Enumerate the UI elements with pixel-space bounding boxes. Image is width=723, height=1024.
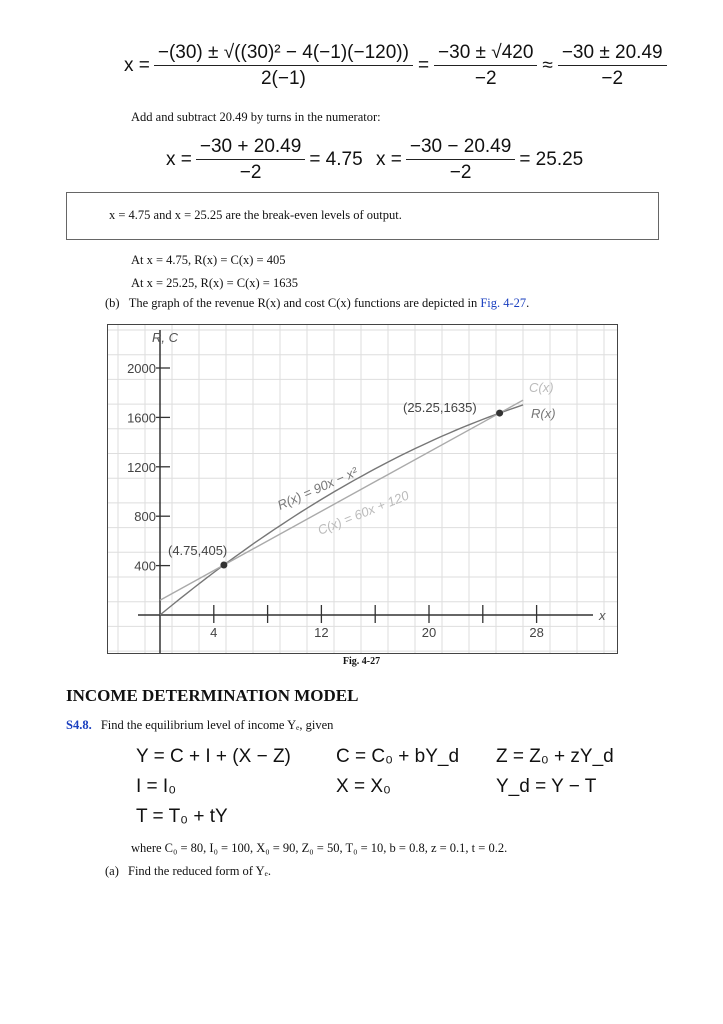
- y-tick-label: 400: [134, 558, 156, 574]
- break-even-point: [496, 410, 503, 417]
- section-heading: INCOME DETERMINATION MODEL: [66, 686, 359, 705]
- quadratic-fraction-3: [558, 42, 667, 90]
- part-b-label: (b): [105, 296, 120, 310]
- part-b-text: The graph of the revenue R(x) and cost C(x) functions are depicted in: [128, 296, 481, 310]
- part-b-end: .: [526, 296, 530, 310]
- solution-2-result: = 25.25: [519, 148, 584, 170]
- figure-caption: Fig. 4-27: [342, 656, 381, 667]
- y-axis-label: R, C: [152, 330, 178, 345]
- break-even-point-label: (25.25,1635): [403, 400, 477, 415]
- solution-2-lhs: x =: [376, 148, 402, 170]
- quadratic-numerator-1: −(30) ± √((30)² − 4(−1)(−120)): [154, 42, 413, 66]
- quadratic-numerator-3: −30 ± 20.49: [558, 42, 667, 66]
- x-tick-label: 28: [529, 625, 544, 640]
- y-tick-label: 1600: [127, 410, 156, 426]
- quadratic-lhs: x =: [124, 54, 150, 76]
- solution-1-denominator: −2: [239, 161, 262, 183]
- revenue-legend-label: R(x): [531, 406, 556, 421]
- part-a-text: Find the reduced form of Yₑ.: [128, 864, 271, 878]
- part-b: [105, 296, 529, 311]
- quadratic-denominator-2: −2: [474, 67, 497, 89]
- equation-c: C = C₀ + bY_d: [336, 746, 460, 767]
- revenue-curve-label: R(x) = 90x − x²: [275, 464, 360, 513]
- quadratic-fraction-2: [434, 42, 537, 90]
- figure-frame: [107, 324, 618, 654]
- part-a: [105, 864, 271, 879]
- quadratic-equation: [124, 42, 667, 90]
- equals-sign: =: [417, 54, 430, 76]
- break-even-point: [220, 561, 227, 568]
- break-even-box: [66, 192, 659, 240]
- solution-1-fraction: [196, 136, 305, 184]
- cost-line-label: C(x) = 60x + 120: [315, 487, 411, 538]
- equation-t: T = T₀ + tY: [136, 806, 228, 827]
- problem-statement: [66, 718, 333, 733]
- equation-z: Z = Z₀ + zY_d: [496, 746, 614, 767]
- figure-link[interactable]: Fig. 4-27: [480, 296, 527, 310]
- parameter-values: where C₀ = 80, I₀ = 100, X₀ = 90, Z₀ = 50, T₀ = 10, b = 0.8, z = 0.1, t = 0.2.: [131, 841, 508, 855]
- x-tick-label: 20: [421, 625, 437, 640]
- solution-2-denominator: −2: [449, 161, 472, 183]
- y-tick-label: 800: [134, 509, 156, 525]
- part-a-label: (a): [105, 864, 119, 878]
- equation-y: Y = C + I + (X − Z): [136, 746, 291, 767]
- quadratic-fraction-1: [154, 42, 413, 90]
- quadratic-denominator-1: 2(−1): [260, 67, 306, 89]
- break-even-chart: [108, 325, 617, 653]
- solution-2: [376, 136, 583, 184]
- break-even-text: x = 4.75 and x = 25.25 are the break-even levels of output.: [109, 208, 402, 222]
- quadratic-numerator-2: −30 ± √420: [434, 42, 537, 66]
- cost-legend-label: C(x): [529, 380, 554, 395]
- approx-sign: ≈: [542, 54, 553, 76]
- x-axis-label: x: [599, 608, 606, 623]
- equation-yd: Y_d = Y − T: [496, 776, 597, 797]
- instruction-text: Add and subtract 20.49 by turns in the numerator:: [131, 110, 381, 124]
- solution-1: [166, 136, 363, 184]
- problem-text: Find the equilibrium level of income Yₑ, given: [100, 718, 334, 732]
- x-tick-label: 12: [314, 625, 329, 640]
- solution-2-numerator: −30 − 20.49: [406, 136, 515, 160]
- solution-2-fraction: [406, 136, 515, 184]
- at-line-2: At x = 25.25, R(x) = C(x) = 1635: [131, 276, 298, 290]
- solution-1-numerator: −30 + 20.49: [196, 136, 305, 160]
- at-line-1: At x = 4.75, R(x) = C(x) = 405: [131, 253, 286, 267]
- solution-1-lhs: x =: [166, 148, 192, 170]
- equation-x: X = X₀: [336, 776, 391, 797]
- quadratic-denominator-3: −2: [601, 67, 624, 89]
- x-tick-label: 4: [210, 625, 218, 640]
- equation-i: I = I₀: [136, 776, 177, 797]
- problem-number: S4.8.: [66, 718, 92, 732]
- break-even-point-label: (4.75,405): [168, 543, 228, 558]
- y-tick-label: 1200: [127, 459, 156, 475]
- solution-1-result: = 4.75: [309, 148, 363, 170]
- y-tick-label: 2000: [127, 361, 156, 376]
